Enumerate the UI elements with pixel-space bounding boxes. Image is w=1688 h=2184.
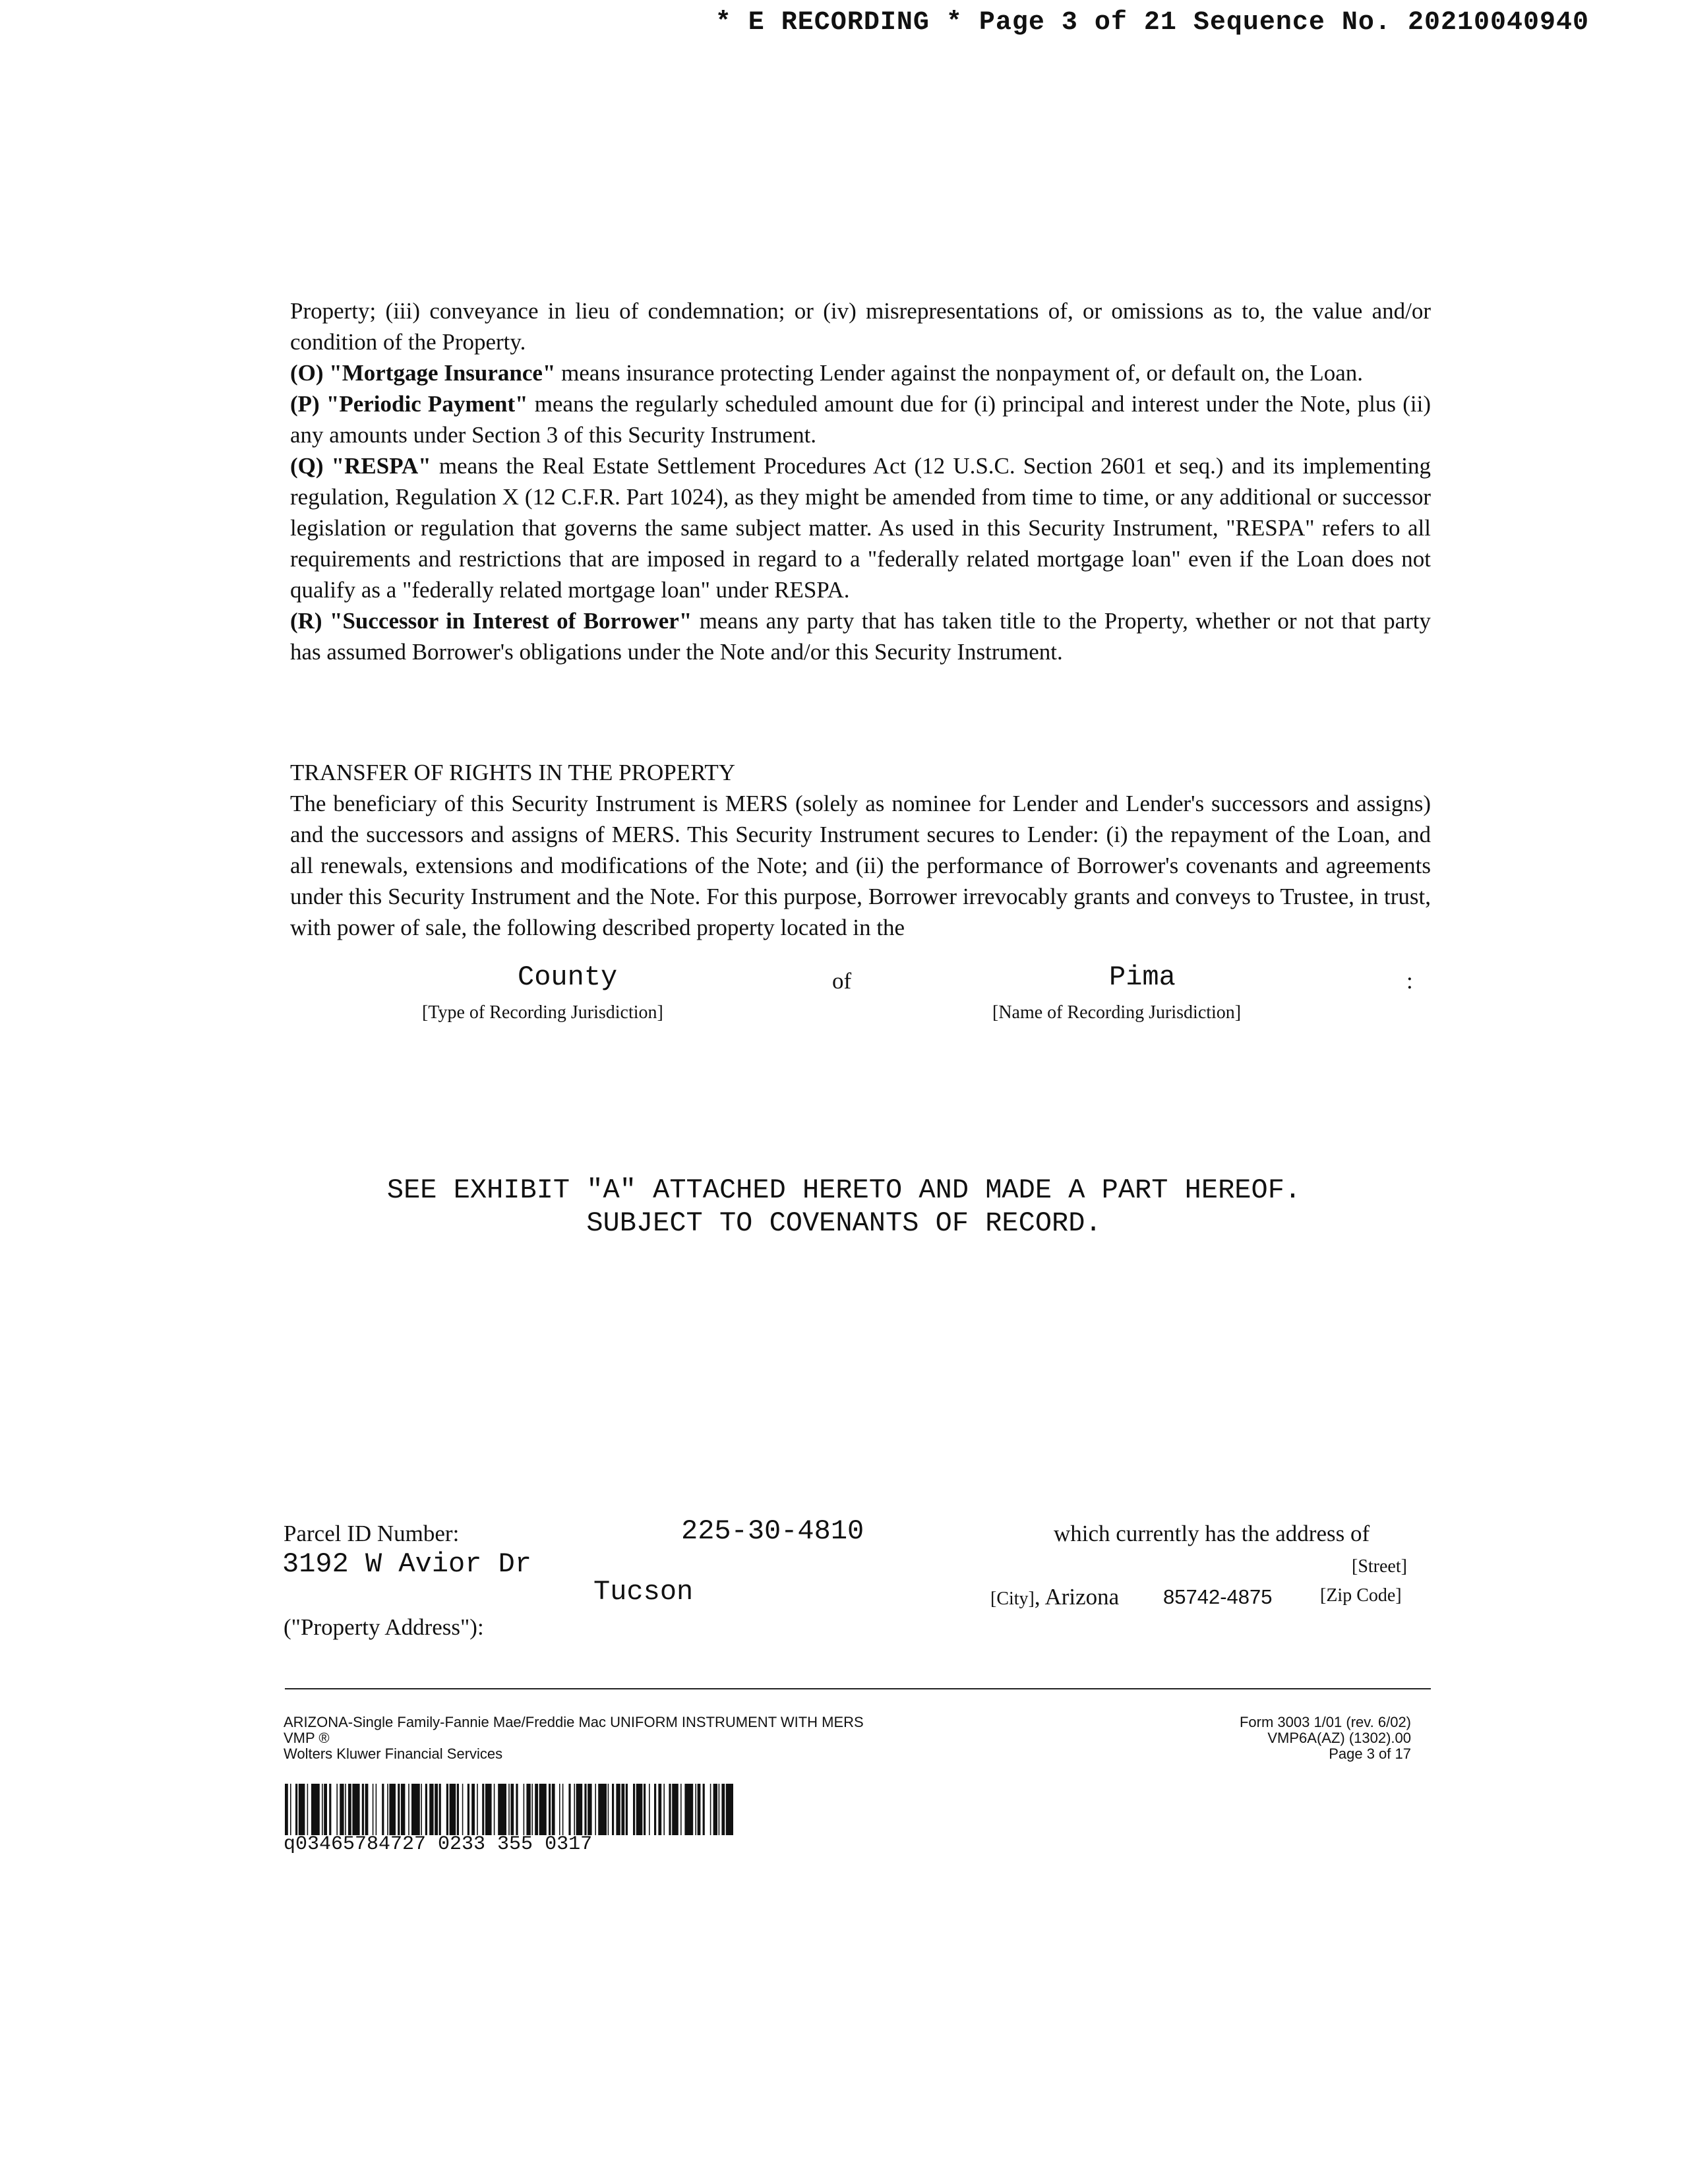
jurisdiction-type-value: County <box>518 961 618 993</box>
jurisdiction-name-value: Pima <box>1109 961 1176 993</box>
definitions-section <box>290 295 1431 667</box>
jurisdiction-type-label: [Type of Recording Jurisdiction] <box>422 1002 663 1023</box>
definition-r-text: means any party that has taken title to the Property, whether or not that party has assumed Borrower's obligations under the Note and/or this Security Instrument. <box>290 608 1431 665</box>
definition-p-text: means the regularly scheduled amount due for (i) principal and interest under the Note, plus (ii) any amounts under Section 3 of this Security Instrument. <box>290 391 1431 448</box>
definition-p-term: (P) "Periodic Payment" <box>290 391 528 417</box>
definition-n-continuation: Property; (iii) conveyance in lieu of condemnation; or (iv) misrepresentations of, or omissions as to, the value and/or condition of the Property. <box>290 298 1431 355</box>
definition-o-term: (O) "Mortgage Insurance" <box>290 360 556 386</box>
zip-value: 85742-4875 <box>1163 1585 1273 1608</box>
city-state-line <box>990 1584 1119 1610</box>
definition-q-term: (Q) "RESPA" <box>290 453 431 479</box>
definition-p <box>290 388 1431 450</box>
footer-divider <box>285 1688 1431 1689</box>
exhibit-line-2: SUBJECT TO COVENANTS OF RECORD. <box>586 1207 1102 1239</box>
transfer-paragraph <box>290 788 1431 943</box>
barcode-number: q03465784727 0233 355 0317 <box>284 1833 593 1856</box>
definition-o-text: means insurance protecting Lender against the nonpayment of, or default on, the Loan. <box>555 360 1363 386</box>
street-label: [Street] <box>1352 1556 1407 1577</box>
definition-q <box>290 450 1431 605</box>
footer-vmp-code: VMP6A(AZ) (1302).00 <box>1267 1730 1411 1746</box>
definition-r <box>290 605 1431 667</box>
street-value: 3192 W Avior Dr <box>282 1548 532 1580</box>
footer-publisher: Wolters Kluwer Financial Services <box>284 1745 503 1762</box>
barcode-image <box>285 1784 733 1835</box>
definition-o <box>290 357 1431 388</box>
transfer-text: The beneficiary of this Security Instrument is MERS (solely as nominee for Lender and Lender's successors and assigns) and the successors and assigns of MERS. This Security Instrument secures to Lender: (i) the repayment of the Loan, and all renewals, extensions and modifications of the Note; and (ii) the performance of Borrower's covenants and agreements under this Security Instrument and the Note. For this purpose, Borrower irrevocably grants and conveys to Trustee, in trust, with power of sale, the following described property located in the <box>290 791 1431 940</box>
jurisdiction-name-label: [Name of Recording Jurisdiction] <box>992 1002 1242 1023</box>
parcel-id-label: Parcel ID Number: <box>284 1521 460 1546</box>
zip-label: [Zip Code] <box>1320 1585 1402 1606</box>
parcel-id-number: 225-30-4810 <box>681 1515 864 1547</box>
footer-form-code: Form 3003 1/01 (rev. 6/02) <box>1239 1714 1411 1730</box>
footer-form-title: ARIZONA-Single Family-Fannie Mae/Freddie Mac UNIFORM INSTRUMENT WITH MERS <box>284 1714 864 1730</box>
footer-vmp: VMP ® <box>284 1730 330 1746</box>
exhibit-line-1: SEE EXHIBIT "A" ATTACHED HERETO AND MADE A PART HEREOF. <box>386 1174 1302 1206</box>
footer-form-info <box>284 1714 864 1762</box>
city-label: [City] <box>990 1589 1035 1609</box>
transfer-heading: TRANSFER OF RIGHTS IN THE PROPERTY <box>290 760 735 785</box>
city-value: Tucson <box>593 1576 694 1608</box>
jurisdiction-of-word: of <box>832 968 852 994</box>
definition-q-text: means the Real Estate Settlement Procedures Act (12 U.S.C. Section 2601 et seq.) and its implementing regulation, Regulation X (12 C.F.R. Part 1024), as they might be amended from time to time, or any additional or successor legislation or regulation that governs the same subject matter. As used in this Security Instrument, "RESPA" refers to all requirements and restrictions that are imposed in regard to a "federally related mortgage loan" even if the Loan does not qualify as a "federally related mortgage loan" under RESPA. <box>290 453 1432 603</box>
address-intro: which currently has the address of <box>1054 1521 1370 1546</box>
recording-stamp: * E RECORDING * Page 3 of 21 Sequence No. 20210040940 <box>715 8 1589 38</box>
state-name: , Arizona <box>1034 1584 1120 1610</box>
property-address-label: ("Property Address"): <box>284 1614 484 1640</box>
jurisdiction-colon: : <box>1406 968 1413 994</box>
footer-form-number <box>1240 1714 1411 1762</box>
footer-page-number: Page 3 of 17 <box>1329 1745 1411 1762</box>
definition-r-term: (R) "Successor in Interest of Borrower" <box>290 608 692 634</box>
exhibit-reference <box>0 1174 1688 1240</box>
